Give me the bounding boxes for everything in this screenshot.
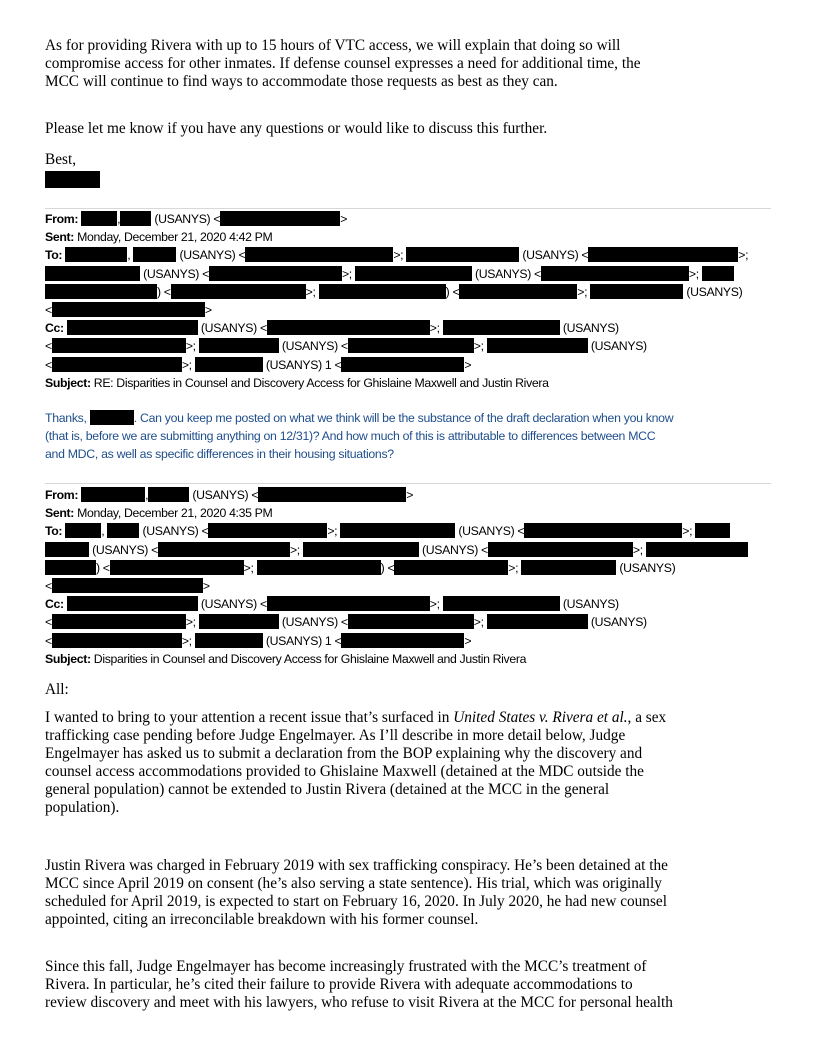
redaction-box xyxy=(303,542,419,557)
text-line: Engelmayer has asked us to submit a declaration from the BOP explaining why the discovery and xyxy=(45,745,643,762)
text-line: Rivera. In particular, he’s cited their failure to provide Rivera with adequate accommodations to xyxy=(45,976,633,993)
redaction-box xyxy=(394,560,508,575)
to-line xyxy=(45,301,748,319)
redaction-box xyxy=(588,247,738,262)
text-line: Since this fall, Judge Engelmayer has become increasingly frustrated with the MCC’s treatment of xyxy=(45,958,647,975)
text-line: MCC will continue to find ways to accommodate those requests as best as they can. xyxy=(45,73,558,90)
redaction-box xyxy=(406,247,519,262)
email-header-1 xyxy=(45,210,748,392)
text-fragment: > xyxy=(204,302,212,317)
redaction-box xyxy=(45,171,100,188)
intro-paragraph-1 xyxy=(45,37,641,91)
text-fragment: (USANYS) xyxy=(590,339,647,354)
redaction-box xyxy=(257,560,381,575)
text-fragment: (USANYS) 1 < xyxy=(265,633,342,648)
redaction-box xyxy=(209,266,342,281)
message-paragraph-2 xyxy=(45,857,668,929)
cc-line xyxy=(45,613,748,631)
redaction-box xyxy=(348,338,474,353)
redaction-box xyxy=(267,320,430,335)
text-fragment: Monday, December 21, 2020 4:42 PM xyxy=(77,230,273,245)
redaction-box xyxy=(67,596,198,611)
redaction-box xyxy=(487,614,588,629)
text-fragment: >; xyxy=(473,615,484,630)
redaction-box xyxy=(355,266,472,281)
text-fragment: (USANYS) < xyxy=(192,488,259,502)
redaction-box xyxy=(245,247,393,262)
redaction-box xyxy=(90,410,134,425)
cc-line xyxy=(45,356,748,374)
text-line: Justin Rivera was charged in February 2019 with sex trafficking conspiracy. He’s been detained at the xyxy=(45,857,668,874)
cc-line xyxy=(45,595,748,613)
text-fragment: . Can you keep me posted on what we think will be the substance of the draft declaration when you know xyxy=(133,411,674,425)
text-fragment: I wanted to bring to your attention a recent issue that’s surfaced in xyxy=(45,709,454,726)
text-line: scheduled for April 2019, is expected to start on February 16, 2020. In July 2020, he had new counsel xyxy=(45,893,667,910)
text-fragment: (USANYS) xyxy=(590,615,647,630)
text-fragment: > xyxy=(340,212,348,226)
text-line: and MDC, as well as specific differences in their housing situations? xyxy=(45,447,394,462)
sent-line xyxy=(45,228,748,246)
redaction-box xyxy=(65,523,101,538)
redaction-box xyxy=(45,542,89,557)
redaction-box xyxy=(195,357,263,372)
text-line: As for providing Rivera with up to 15 hours of VTC access, we will explain that doing so will xyxy=(45,37,621,54)
cc-line xyxy=(45,319,748,337)
text-fragment: ) < xyxy=(157,284,171,299)
redaction-box xyxy=(67,320,198,335)
cc-line xyxy=(45,632,748,650)
text-fragment: >; xyxy=(688,266,699,281)
text-fragment: >; xyxy=(738,248,749,263)
redaction-box xyxy=(45,266,140,281)
to-line xyxy=(45,522,748,540)
text-fragment: >; xyxy=(508,560,519,575)
text-fragment: Thanks, xyxy=(45,411,87,425)
text-fragment: Sent: xyxy=(45,230,74,245)
to-line xyxy=(45,265,748,283)
text-fragment: Subject: xyxy=(45,651,91,666)
text-line xyxy=(45,409,673,427)
text-fragment: , a sex xyxy=(627,709,667,726)
text-line: compromise access for other inmates. If defense counsel expresses a need for additional time, the xyxy=(45,55,641,72)
text-fragment: Sent: xyxy=(45,506,74,521)
redaction-box xyxy=(702,266,734,281)
to-line xyxy=(45,577,748,595)
redaction-box xyxy=(133,247,176,262)
text-fragment: < xyxy=(45,302,52,317)
text-line: MCC since April 2019 on consent (he’s also serving a state sentence). His trial, which was originally xyxy=(45,875,662,892)
redaction-box xyxy=(541,266,689,281)
text-fragment: , xyxy=(145,488,149,502)
sent-line xyxy=(45,504,748,522)
text-fragment: (USANYS) < xyxy=(200,597,267,612)
text-fragment: >; xyxy=(181,633,192,648)
text-fragment: < xyxy=(45,339,52,354)
text-line: population). xyxy=(45,799,120,816)
redaction-box xyxy=(52,302,205,317)
text-fragment: (USANYS) xyxy=(619,560,676,575)
text-line: appointed, citing an irreconcilable breakdown with his former counsel. xyxy=(45,911,479,928)
text-fragment: >; xyxy=(577,284,588,299)
closing: Best, xyxy=(45,151,77,168)
text-fragment: >; xyxy=(327,524,338,539)
text-fragment: >; xyxy=(393,248,404,263)
text-fragment: From: xyxy=(45,488,79,502)
text-fragment: (USANYS) 1 < xyxy=(265,357,342,372)
text-fragment: > xyxy=(202,578,210,593)
text-fragment: > xyxy=(464,633,472,648)
text-fragment: (USANYS) < xyxy=(422,542,488,557)
text-fragment: >; xyxy=(185,615,196,630)
text-fragment: (USANYS) < xyxy=(142,524,209,539)
text-fragment: >; xyxy=(181,357,192,372)
text-fragment: > xyxy=(406,488,414,502)
text-fragment: Cc: xyxy=(45,597,64,612)
text-fragment: (USANYS) < xyxy=(154,212,221,226)
redaction-box xyxy=(340,523,455,538)
text-fragment: , xyxy=(117,212,121,226)
redaction-box xyxy=(110,560,244,575)
email-header-2 xyxy=(45,486,748,668)
redaction-box xyxy=(171,284,306,299)
text-fragment: >; xyxy=(341,266,352,281)
text-fragment: > xyxy=(464,357,472,372)
redaction-box xyxy=(52,338,186,353)
text-fragment: >; xyxy=(243,560,254,575)
text-fragment: (USANYS) < xyxy=(522,248,589,263)
text-fragment: , xyxy=(101,524,105,539)
redaction-box xyxy=(199,614,279,629)
text-fragment: (USANYS) < xyxy=(281,615,348,630)
redaction-box xyxy=(120,211,151,226)
subject-line xyxy=(45,374,748,392)
from-line xyxy=(45,486,748,504)
text-fragment: < xyxy=(45,633,52,648)
email-1-body xyxy=(45,409,673,464)
redaction-box xyxy=(65,247,127,262)
text-fragment: < xyxy=(45,578,52,593)
redaction-box xyxy=(208,523,327,538)
to-line xyxy=(45,541,748,559)
redaction-box xyxy=(341,633,464,648)
intro-paragraph-2: Please let me know if you have any questions or would like to discuss this further. xyxy=(45,120,548,137)
text-fragment: (USANYS) < xyxy=(179,248,246,263)
text-fragment: Cc: xyxy=(45,321,64,336)
text-fragment: (USANYS) < xyxy=(281,339,348,354)
separator xyxy=(45,483,771,484)
text-fragment: ) < xyxy=(96,560,110,575)
text-fragment: >; xyxy=(185,339,196,354)
text-fragment: To: xyxy=(45,524,63,539)
text-fragment: >; xyxy=(473,339,484,354)
text-fragment: , xyxy=(127,248,131,263)
to-line xyxy=(45,559,748,577)
text-fragment: (USANYS) xyxy=(562,597,619,612)
redaction-box xyxy=(267,596,430,611)
text-fragment: >; xyxy=(305,284,316,299)
text-fragment: >; xyxy=(682,524,693,539)
text-fragment: >; xyxy=(429,321,440,336)
redaction-box xyxy=(220,211,340,226)
text-fragment: < xyxy=(45,357,52,372)
redaction-box xyxy=(487,338,588,353)
from-label: From: xyxy=(45,212,79,226)
text-fragment: < xyxy=(45,615,52,630)
text-fragment: Subject: xyxy=(45,375,91,390)
redaction-box xyxy=(488,542,633,557)
greeting: All: xyxy=(45,681,69,698)
redaction-box xyxy=(81,487,145,502)
text-fragment: (USANYS) < xyxy=(475,266,541,281)
text-fragment: (USANYS) < xyxy=(143,266,209,281)
redaction-box xyxy=(45,560,96,575)
redaction-box xyxy=(158,542,290,557)
text-fragment: >; xyxy=(429,597,440,612)
text-fragment: To: xyxy=(45,248,63,263)
text-fragment: >; xyxy=(289,542,300,557)
redaction-box xyxy=(52,578,203,593)
redaction-box xyxy=(258,487,406,502)
text-fragment: >; xyxy=(632,542,643,557)
redaction-box xyxy=(590,284,683,299)
text-fragment: (USANYS) xyxy=(562,321,619,336)
message-paragraph-1 xyxy=(45,709,666,817)
text-line xyxy=(45,709,666,727)
to-line xyxy=(45,246,748,264)
redaction-box xyxy=(81,211,117,226)
text-fragment: (USANYS) < xyxy=(200,321,267,336)
text-fragment: Disparities in Counsel and Discovery Access for Ghislaine Maxwell and Justin Rivera xyxy=(93,651,527,666)
redaction-box xyxy=(45,284,157,299)
text-line: review discovery and meet with his lawyers, who refuse to visit Rivera at the MCC for personal health xyxy=(45,994,673,1011)
text-line: (that is, before we are submitting anything on 12/31)? And how much of this is attributable to differences between MCC xyxy=(45,429,656,444)
redaction-box xyxy=(341,357,464,372)
text-fragment: RE: Disparities in Counsel and Discovery Access for Ghislaine Maxwell and Justin Rivera xyxy=(93,375,549,390)
text-fragment: (USANYS) xyxy=(686,284,743,299)
message-paragraph-3 xyxy=(45,958,673,1012)
case-name: United States v. Rivera et al. xyxy=(453,709,628,726)
to-line xyxy=(45,283,748,301)
redaction-box xyxy=(319,284,446,299)
text-fragment: (USANYS) < xyxy=(458,524,525,539)
redaction-box xyxy=(646,542,748,557)
text-line: general population) cannot be extended to Justin Rivera (detained at the MCC in the general xyxy=(45,781,610,798)
text-line: trafficking case pending before Judge Engelmayer. As I’ll describe in more detail below, Judge xyxy=(45,727,626,744)
text-fragment: (USANYS) < xyxy=(92,542,158,557)
redaction-box xyxy=(52,357,182,372)
subject-line xyxy=(45,650,748,668)
text-fragment: Monday, December 21, 2020 4:35 PM xyxy=(77,506,273,521)
redaction-box xyxy=(199,338,279,353)
redaction-box xyxy=(107,523,139,538)
redaction-box xyxy=(52,633,182,648)
text-fragment: ) < xyxy=(445,284,460,299)
signature-redaction xyxy=(45,171,100,190)
text-line: counsel access accommodations provided to Ghislaine Maxwell (detained at the MDC outside the xyxy=(45,763,644,780)
redaction-box xyxy=(443,596,560,611)
redaction-box xyxy=(52,614,186,629)
redaction-box xyxy=(695,523,730,538)
redaction-box xyxy=(459,284,577,299)
redaction-box xyxy=(348,614,474,629)
from-line xyxy=(45,210,748,228)
text-fragment: ) < xyxy=(380,560,395,575)
separator xyxy=(45,208,771,209)
redaction-box xyxy=(443,320,560,335)
redaction-box xyxy=(195,633,263,648)
redaction-box xyxy=(521,560,616,575)
cc-line xyxy=(45,337,748,355)
redaction-box xyxy=(524,523,682,538)
redaction-box xyxy=(148,487,189,502)
